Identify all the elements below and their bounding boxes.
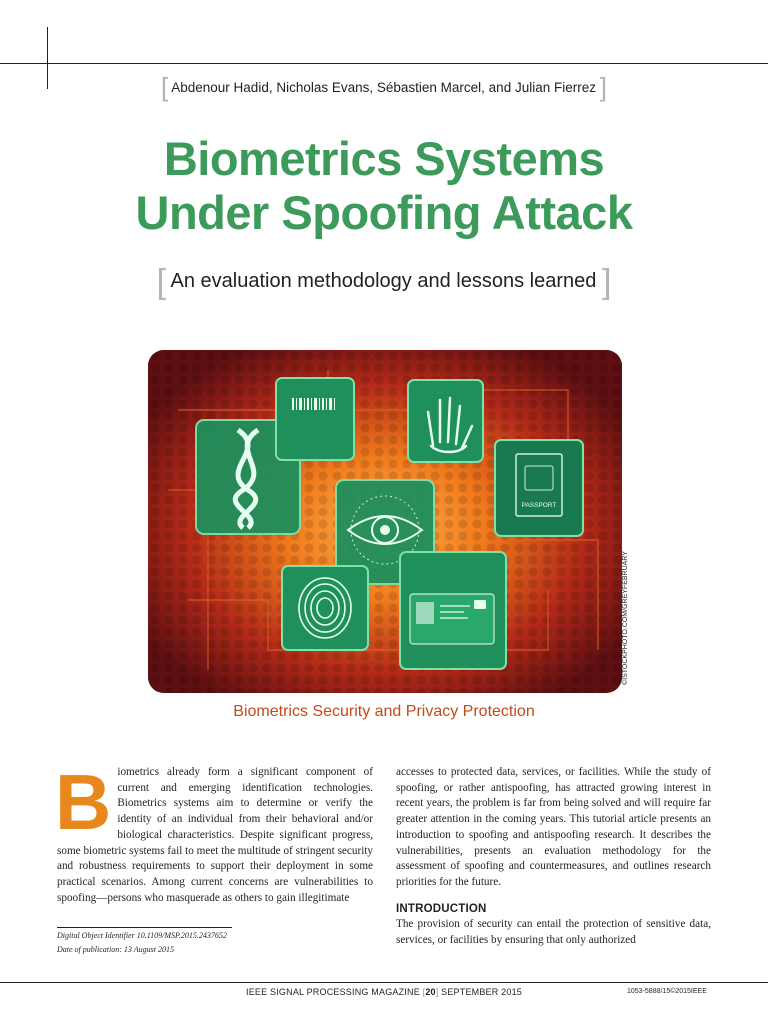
section-paragraph: The provision of security can entail the protection of sensitive data, services, or facilities by ensuring that only authorized bbox=[396, 918, 711, 947]
page-number: 20 bbox=[425, 987, 436, 997]
bracket-open: [ bbox=[161, 72, 169, 102]
body-column-left bbox=[55, 758, 373, 906]
page-bracket-close: ] bbox=[435, 987, 439, 997]
article-subtitle bbox=[0, 263, 768, 302]
section-heading: INTRODUCTION bbox=[396, 902, 487, 915]
authors: Abdenour Hadid, Nicholas Evans, Sébastien Marcel, and Julian Fierrez bbox=[171, 80, 596, 95]
image-credit: ©ISTOCKPHOTO.COM/GREYFEBRUARY bbox=[622, 551, 629, 685]
illustration-svg bbox=[148, 350, 622, 693]
tile-passport bbox=[495, 440, 583, 536]
tile-palm bbox=[408, 380, 483, 462]
intro-paragraph: iometrics already form a significant component of current and emerging identification technologies. Biometrics systems aim to determine or verify the identity of an individual from their behavioral and/or biological characteristics. Despite significant progress, some biometric systems fail to meet the multitude of stringent security and robustness requirements to support their deployment in some practical scenarios. Among current concerns are vulnerabilities to spoofing—persons who masquerade as others to gain illegitimate bbox=[57, 766, 373, 904]
figure-caption: Biometrics Security and Privacy Protection bbox=[233, 703, 535, 720]
footer-rule bbox=[0, 982, 768, 983]
biometrics-illustration bbox=[148, 350, 622, 693]
footnote-rule bbox=[57, 927, 232, 928]
publication-date-note: Date of publication: 13 August 2015 bbox=[57, 945, 174, 954]
intro-paragraph-continued: accesses to protected data, services, or facilities. While the study of spoofing, or rather antispoofing, has attracted growing interest in recent years, the problem is far from being solved and will require far greater attention in the coming years. This tutorial article presents an introduction to spoofing and antispoofing research. It describes the vulnerabilities, presents an evaluation methodology for the assessment of spoofing and countermeasures, and outlines research priorities for the future. bbox=[396, 766, 711, 888]
tile-fingerprint bbox=[282, 566, 368, 650]
subtitle-text: An evaluation methodology and lessons learned bbox=[170, 270, 597, 292]
magazine-name: IEEE SIGNAL PROCESSING MAGAZINE bbox=[246, 987, 420, 997]
subtitle-bracket-open: [ bbox=[156, 263, 167, 301]
title-line-2: Under Spoofing Attack bbox=[135, 186, 633, 239]
tile-barcode bbox=[276, 378, 354, 460]
subtitle-bracket-close: ] bbox=[601, 263, 612, 301]
article-title bbox=[0, 132, 768, 240]
issue-date: SEPTEMBER 2015 bbox=[441, 987, 522, 997]
drop-cap: B bbox=[55, 758, 112, 846]
bracket-close: ] bbox=[599, 72, 607, 102]
tile-id-card bbox=[400, 552, 506, 669]
body-column-right bbox=[396, 765, 711, 949]
page-bracket-open: [ bbox=[422, 987, 426, 997]
passport-label: PASSPORT bbox=[521, 502, 557, 509]
title-line-1: Biometrics Systems bbox=[163, 132, 605, 185]
doi-note: Digital Object Identifier 10.1109/MSP.2015.2437652 bbox=[57, 931, 227, 940]
top-rule bbox=[0, 63, 768, 64]
author-line bbox=[0, 72, 768, 103]
issn-code: 1053-5888/15©2015IEEE bbox=[627, 988, 707, 995]
